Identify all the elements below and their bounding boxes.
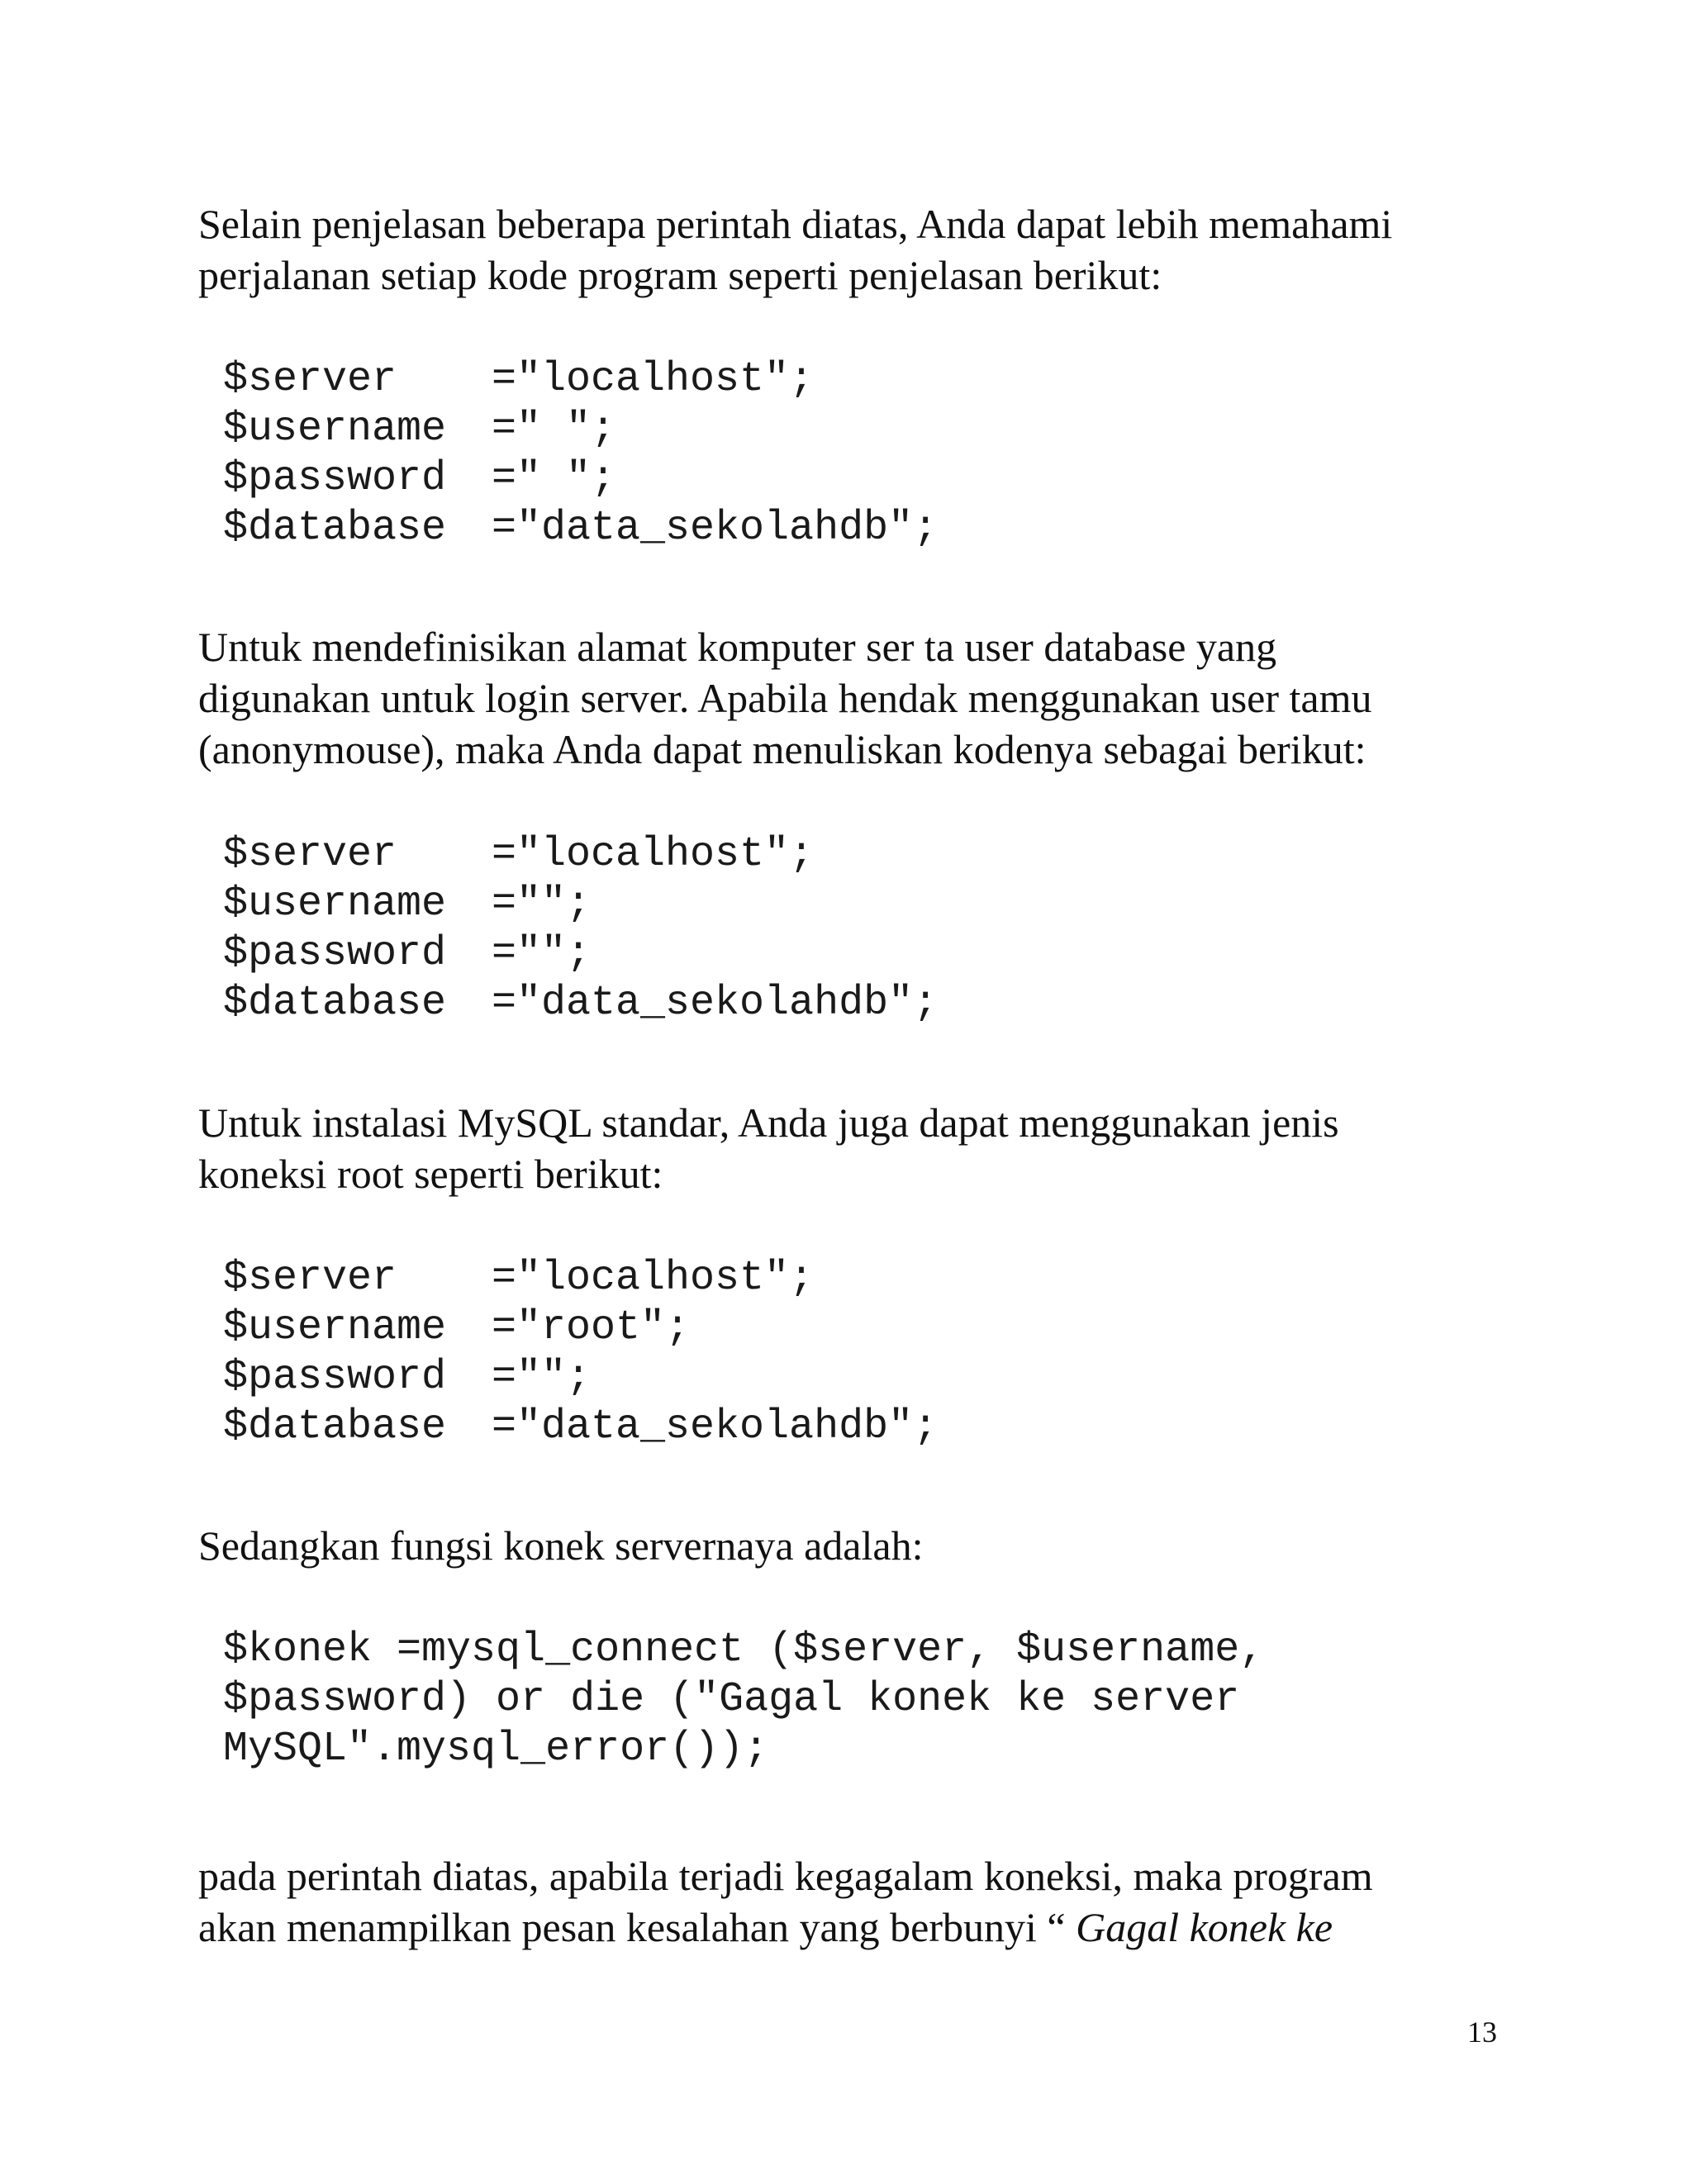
code-line <box>223 880 938 929</box>
code-value: =""; <box>492 930 592 977</box>
code-variable: $database <box>223 1403 447 1450</box>
code-value: =""; <box>492 1354 592 1401</box>
code-value: ="data_sekolahdb"; <box>492 980 939 1027</box>
code-variable: $server <box>223 356 397 403</box>
paragraph-anonymous-user <box>198 621 1487 775</box>
code-variable: $password <box>223 930 447 977</box>
code-block-variables-3 <box>223 1254 938 1452</box>
paragraph-line: Selain penjelasan beberapa perintah diatas, Anda dapat lebih memahami <box>198 201 1393 247</box>
paragraph-root-connection <box>198 1097 1487 1199</box>
code-value: ="localhost"; <box>492 831 815 878</box>
code-variable: $username <box>223 881 447 928</box>
code-variable: $username <box>223 406 447 453</box>
code-value: =" "; <box>492 406 616 453</box>
code-line <box>223 830 938 880</box>
code-block-variables-1 <box>223 355 938 553</box>
code-line <box>223 504 938 553</box>
paragraph-line: perjalanan setiap kode program seperti penjelasan berikut: <box>198 252 1162 298</box>
page-number: 13 <box>1467 2015 1497 2049</box>
paragraph-line: Untuk mendefinisikan alamat komputer ser ta user database yang <box>198 624 1277 670</box>
paragraph-error-message <box>198 1850 1487 1953</box>
code-variable: $server <box>223 1255 397 1302</box>
code-value: =""; <box>492 881 592 928</box>
code-variable: $username <box>223 1304 447 1351</box>
code-value: ="localhost"; <box>492 356 815 403</box>
paragraph-line: (anonymouse), maka Anda dapat menuliskan kodenya sebagai berikut: <box>198 726 1366 772</box>
code-line <box>223 929 938 979</box>
paragraph-line: koneksi root seperti berikut: <box>198 1151 663 1197</box>
code-value: ="data_sekolahdb"; <box>492 505 939 552</box>
code-block-connect <box>223 1626 1264 1774</box>
italic-quote-text: Gagal konek ke <box>1076 1904 1333 1950</box>
code-variable: $database <box>223 980 447 1027</box>
code-block-variables-2 <box>223 830 938 1028</box>
code-value: ="localhost"; <box>492 1255 815 1302</box>
code-value: =" "; <box>492 455 616 502</box>
paragraph-text: akan menampilkan pesan kesalahan yang berbunyi “ <box>198 1904 1077 1950</box>
code-line <box>223 405 938 454</box>
paragraph-line: pada perintah diatas, apabila terjadi kegagalam koneksi, maka program <box>198 1853 1373 1899</box>
code-variable: $password <box>223 455 447 502</box>
code-value: ="data_sekolahdb"; <box>492 1403 939 1450</box>
code-value: ="root"; <box>492 1304 691 1351</box>
code-line: MySQL".mysql_error()); <box>223 1726 769 1773</box>
paragraph-line: Untuk instalasi MySQL standar, Anda juga dapat menggunakan jenis <box>198 1099 1339 1146</box>
code-variable: $database <box>223 505 447 552</box>
code-line <box>223 1254 938 1303</box>
code-variable: $password <box>223 1354 447 1401</box>
paragraph-line <box>198 1902 1487 1953</box>
paragraph-line: Sedangkan fungsi konek servernaya adalah: <box>198 1522 924 1569</box>
paragraph-intro <box>198 198 1487 301</box>
paragraph-connect-function <box>198 1520 1487 1571</box>
paragraph-line: digunakan untuk login server. Apabila hendak menggunakan user tamu <box>198 675 1372 721</box>
code-line <box>223 454 938 504</box>
code-line <box>223 979 938 1028</box>
code-variable: $server <box>223 831 397 878</box>
code-line <box>223 1353 938 1403</box>
code-line <box>223 1403 938 1452</box>
code-line <box>223 355 938 405</box>
code-line: $password) or die ("Gagal konek ke server <box>223 1676 1240 1723</box>
code-line: $konek =mysql_connect ($server, $username, <box>223 1626 1265 1674</box>
code-line <box>223 1303 938 1353</box>
